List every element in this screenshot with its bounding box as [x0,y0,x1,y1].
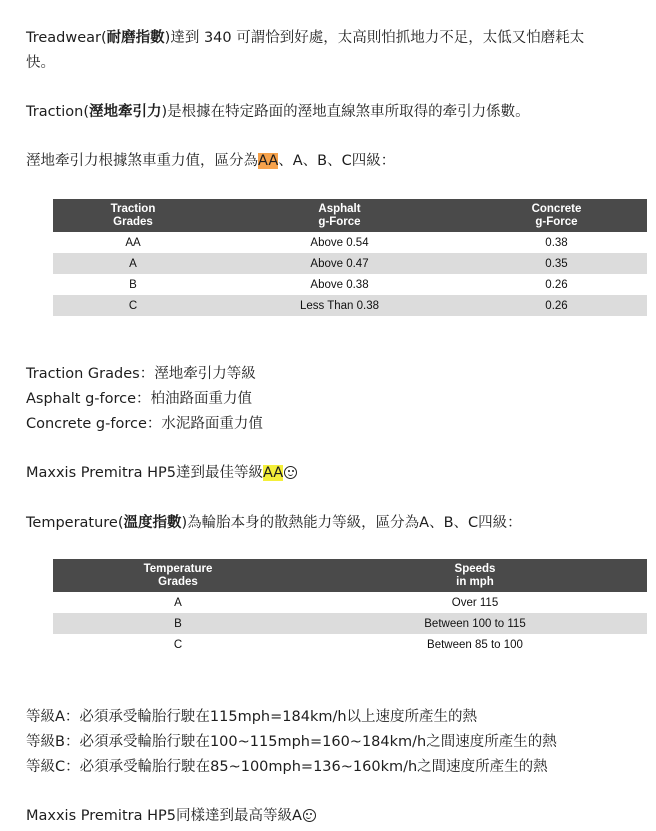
table-cell: AA [125,236,141,249]
table-cell: 0.26 [466,295,647,316]
treadwear-term: 耐磨指數 [106,30,165,46]
temperature-text: )為輪胎本身的散熱能力等級，區分為A、B、C四級： [181,515,522,531]
temperature-label: Temperature( [26,515,124,531]
smiley-icon [284,466,297,479]
table-cell: Over 115 [451,596,499,609]
smiley-icon [303,809,316,822]
traction-term: 溼地牽引力 [88,104,162,120]
table-cell: C [53,295,213,316]
grade-notes [26,705,557,780]
table-cell: Above 0.47 [213,253,466,274]
temperature-term: 溫度指數 [123,515,182,531]
table-row [53,295,647,316]
table-cell: A [53,253,213,274]
table-row [53,634,647,655]
table-cell: C [173,638,183,651]
table-row [53,253,647,274]
traction-grade-post: 、A、B、C四級： [278,153,396,169]
table-cell: Above 0.54 [310,236,369,249]
traction-label: Traction( [26,104,89,120]
header-speeds: Speeds in mph [303,559,647,592]
temperature-table-header [53,559,647,592]
temperature-table [53,559,647,655]
glossary [26,362,263,437]
traction-result-text: Maxxis Premitra HP5達到最佳等級 [26,465,263,481]
traction-grade-pre: 溼地牽引力根據煞車重力值，區分為 [26,153,258,169]
table-cell: Between 100 to 115 [303,613,647,634]
header-asphalt: Asphalt g-Force [213,199,466,232]
grade-note: 等級C：必須承受輪胎行駛在85~100mph=136~160km/h之間速度所產生的熱 [26,759,548,775]
treadwear-text-cont: 快。 [26,55,55,71]
table-cell: B [129,278,137,291]
table-row [53,274,647,295]
table-row [53,592,647,613]
treadwear-text: )達到 340 可謂恰到好處，太高則怕抓地力不足，太低又怕磨耗太 [164,30,585,46]
glossary-item: Asphalt g-force：柏油路面重力值 [26,391,253,407]
table-cell: Above 0.38 [310,278,369,291]
traction-grade-intro [26,149,395,174]
traction-result [26,461,297,486]
table-row [53,232,647,253]
traction-table [53,199,647,316]
highlight-aa: AA [258,153,279,169]
header-traction-grades: Traction Grades [53,199,213,232]
grade-note: 等級A：必須承受輪胎行駛在115mph=184km/h以上速度所產生的熱 [26,709,478,725]
traction-paragraph [26,100,530,125]
header-temperature-grades: Temperature Grades [53,559,303,592]
temperature-result-text: Maxxis Premitra HP5同樣達到最高等級A [26,808,302,824]
temperature-paragraph [26,511,522,536]
traction-text: )是根據在特定路面的溼地直線煞車所取得的牽引力係數。 [161,104,530,120]
table-cell: A [174,596,182,609]
temperature-result [26,804,316,829]
traction-table-header [53,199,647,232]
table-cell: Between 85 to 100 [427,638,523,651]
table-cell: 0.38 [545,236,568,249]
highlight-aa-result: AA [262,465,284,481]
table-cell: B [53,613,303,634]
treadwear-label: Treadwear( [26,30,107,46]
table-cell: 0.26 [545,278,568,291]
glossary-item: Traction Grades：溼地牽引力等級 [26,366,256,382]
treadwear-paragraph [26,26,584,76]
header-concrete: Concrete g-Force [466,199,647,232]
table-row [53,613,647,634]
table-cell: Less Than 0.38 [213,295,466,316]
glossary-item: Concrete g-force：水泥路面重力值 [26,416,263,432]
table-cell: 0.35 [466,253,647,274]
grade-note: 等級B：必須承受輪胎行駛在100~115mph=160~184km/h之間速度所產生的熱 [26,734,557,750]
